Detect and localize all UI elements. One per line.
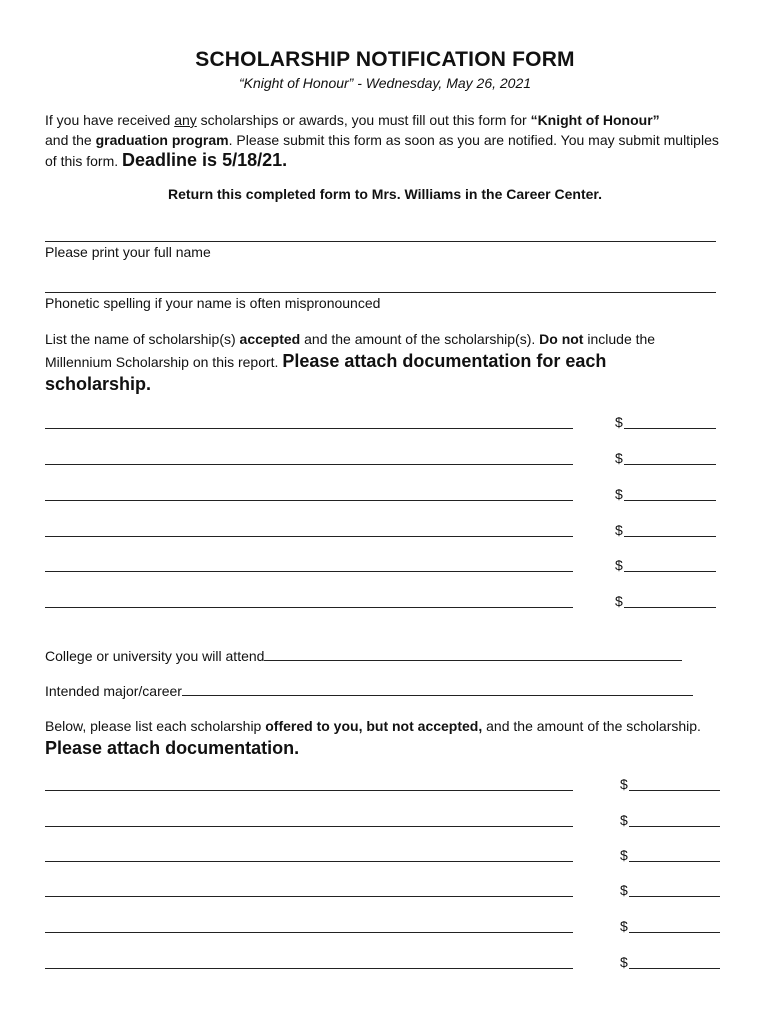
scholarship-name-field[interactable] [45, 954, 573, 969]
amount-field[interactable] [629, 776, 720, 791]
amount-field[interactable] [624, 557, 716, 572]
phonetic-line[interactable] [45, 292, 716, 293]
amount-field[interactable] [624, 450, 716, 465]
scholarship-name-field[interactable] [45, 593, 573, 608]
scholarship-name-field[interactable] [45, 557, 573, 572]
offered-instructions: Below, please list each scholarship offered to you, but not accepted, and the amount of the scholarship. Please attach documentation. [45, 718, 701, 758]
offered-row: $ [45, 847, 725, 867]
amount-field[interactable] [629, 882, 720, 897]
amount-field[interactable] [624, 414, 716, 429]
offered-row: $ [45, 954, 725, 974]
accepted-row: $ [45, 414, 725, 434]
form-subtitle: “Knight of Honour” - Wednesday, May 26, 2021 [238, 75, 532, 91]
offered-row: $ [45, 812, 725, 832]
deadline-text: Deadline is 5/18/21. [122, 150, 288, 170]
graduation-program-bold: graduation program [95, 132, 229, 148]
scholarship-name-field[interactable] [45, 414, 573, 429]
scholarship-name-field[interactable] [45, 776, 573, 791]
return-note: Return this completed form to Mrs. Williams in the Career Center. [168, 186, 602, 202]
scholarship-name-field[interactable] [45, 847, 573, 862]
intro-paragraph: If you have received any scholarships or awards, you must fill out this form for “Knight of Honour” and the graduation program. Please submit this form as soon as you are notified. You may submit multiples of this form. Deadline is 5/18/21. [45, 112, 719, 170]
scholarship-name-field[interactable] [45, 882, 573, 897]
amount-field[interactable] [624, 593, 716, 608]
offered-row: $ [45, 882, 725, 902]
major-label: Intended major/career [45, 681, 693, 699]
attach-doc-each: Please attach documentation for each scholarship. [45, 351, 607, 394]
accepted-row: $ [45, 522, 725, 542]
amount-field[interactable] [624, 486, 716, 501]
full-name-line[interactable] [45, 241, 716, 242]
amount-field[interactable] [629, 847, 720, 862]
college-field[interactable] [264, 646, 682, 661]
knight-of-honour-bold: “Knight of Honour” [530, 112, 660, 128]
major-field[interactable] [182, 681, 693, 696]
attach-doc: Please attach documentation. [45, 738, 300, 758]
accepted-row: $ [45, 486, 725, 506]
accepted-instructions: List the name of scholarship(s) accepted and the amount of the scholarship(s). Do not include the Millennium Scholarship on this report. Please attach documentation for each scholarship. [45, 331, 656, 394]
scholarship-name-field[interactable] [45, 522, 573, 537]
scholarship-name-field[interactable] [45, 918, 573, 933]
full-name-label: Please print your full name [45, 244, 211, 260]
offered-row: $ [45, 776, 725, 796]
scholarship-name-field[interactable] [45, 812, 573, 827]
scholarship-name-field[interactable] [45, 450, 573, 465]
offered-row: $ [45, 918, 725, 938]
accepted-row: $ [45, 557, 725, 577]
amount-field[interactable] [629, 918, 720, 933]
amount-field[interactable] [624, 522, 716, 537]
college-label: College or university you will attend [45, 646, 682, 664]
form-title: SCHOLARSHIP NOTIFICATION FORM [195, 48, 575, 71]
accepted-row: $ [45, 450, 725, 470]
any-underlined: any [174, 112, 197, 128]
amount-field[interactable] [629, 954, 720, 969]
accepted-row: $ [45, 593, 725, 613]
phonetic-label: Phonetic spelling if your name is often mispronounced [45, 295, 381, 311]
amount-field[interactable] [629, 812, 720, 827]
scholarship-name-field[interactable] [45, 486, 573, 501]
